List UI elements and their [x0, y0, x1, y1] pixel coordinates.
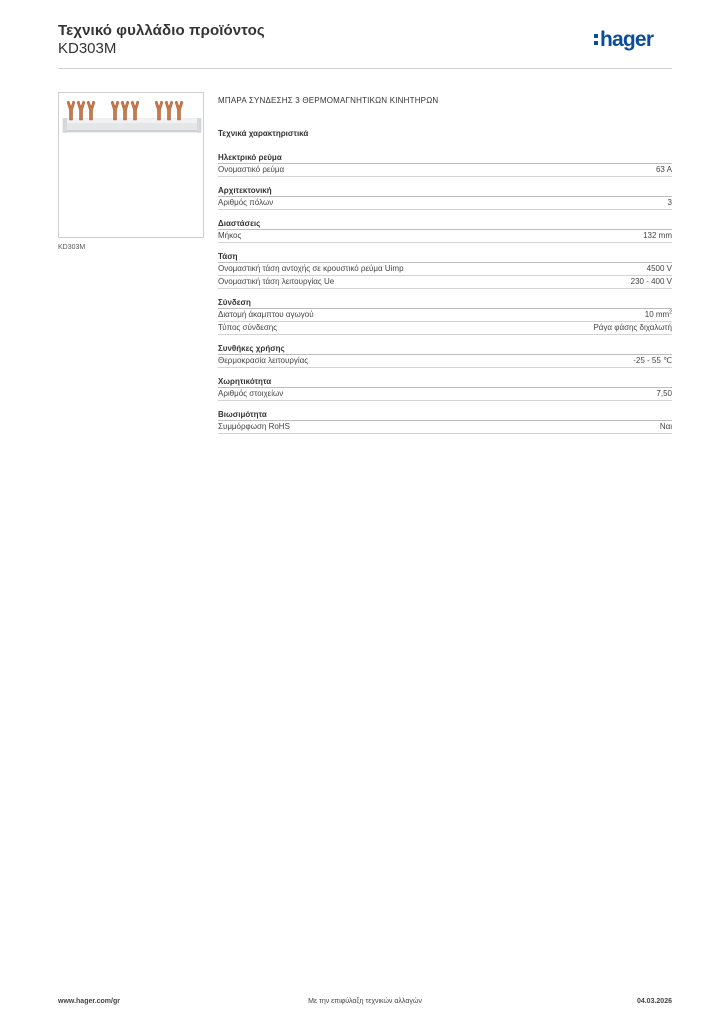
- fork-terminal: [121, 101, 129, 120]
- spec-label: Ονομαστική τάση αντοχής σε κρουστικό ρεύμα Uimp: [218, 264, 404, 273]
- spec-value: 4500 V: [646, 264, 672, 273]
- logo-text: hager: [600, 28, 654, 51]
- product-code: KD303M: [58, 40, 117, 57]
- spec-value: 3: [667, 198, 672, 207]
- spec-row: [218, 164, 672, 177]
- spec-row: [218, 309, 672, 322]
- spec-row: [218, 355, 672, 368]
- fork-terminal: [175, 101, 183, 120]
- spec-value: Ράγα φάσης διχαλωτή: [593, 323, 672, 332]
- spec-row: [218, 322, 672, 335]
- spec-label: Θερμοκρασία λειτουργίας: [218, 356, 309, 365]
- spec-section: [218, 410, 672, 434]
- spec-row: [218, 230, 672, 243]
- hager-logo: [594, 29, 653, 50]
- footer-url[interactable]: www.hager.com/gr: [58, 998, 120, 1005]
- image-caption: KD303M: [58, 244, 86, 251]
- section-title: Διαστάσεις: [218, 219, 672, 230]
- fork-terminal: [111, 101, 119, 120]
- busbar-image-icon: [59, 93, 204, 238]
- section-title: Αρχιτεκτονική: [218, 186, 672, 197]
- spec-label: Ονομαστικό ρεύμα: [218, 165, 285, 174]
- fork-terminal: [165, 101, 173, 120]
- footer-note: Με την επιφύλαξη τεχνικών αλλαγών: [308, 998, 422, 1005]
- spec-label: Μήκος: [218, 231, 242, 240]
- spec-label: Διατομή άκαμπτου αγωγού: [218, 310, 314, 319]
- section-title: Τάση: [218, 252, 672, 263]
- spec-value: Ναι: [659, 422, 672, 431]
- spec-row: [218, 197, 672, 210]
- spec-value-text: 10 mm: [644, 310, 670, 319]
- header-divider: [58, 68, 672, 69]
- spec-section: [218, 377, 672, 401]
- spec-value: 132 mm: [643, 231, 672, 240]
- spec-value: -25 - 55 ℃: [633, 356, 672, 365]
- tech-characteristics-title: Τεχνικά χαρακτηριστικά: [218, 129, 309, 138]
- spec-label: Ονομαστική τάση λειτουργίας Ue: [218, 277, 335, 286]
- spec-label: Αριθμός στοιχείων: [218, 389, 284, 398]
- section-title: Συνθήκες χρήσης: [218, 344, 672, 355]
- spec-value: [645, 309, 672, 321]
- section-title: Ηλεκτρικό ρεύμα: [218, 153, 672, 164]
- section-title: Σύνδεση: [218, 298, 672, 309]
- spec-section: [218, 186, 672, 210]
- spec-row: [218, 421, 672, 434]
- section-title: Βιωσιμότητα: [218, 410, 672, 421]
- logo-dots-icon: [594, 34, 598, 45]
- spec-row: [218, 388, 672, 401]
- spec-section: [218, 153, 672, 177]
- product-name: ΜΠΑΡΑ ΣΥΝΔΕΣΗΣ 3 ΘΕΡΜΟΜΑΓΝΗΤΙΚΩΝ ΚΙΝΗΤΗΡΩΝ: [218, 96, 439, 105]
- fork-terminal: [155, 101, 163, 120]
- spec-row: [218, 263, 672, 276]
- spec-label: Τύπος σύνδεσης: [218, 323, 278, 332]
- spec-value: 230 - 400 V: [630, 277, 672, 286]
- spec-label: Συμμόρφωση RoHS: [218, 422, 290, 431]
- spec-section: [218, 344, 672, 368]
- fork-terminal: [77, 101, 85, 120]
- spec-row: [218, 276, 672, 289]
- fork-terminal: [67, 101, 75, 120]
- spec-label: Αριθμός πόλων: [218, 198, 274, 207]
- spec-section: [218, 252, 672, 289]
- page-title: Τεχνικό φυλλάδιο προϊόντος: [58, 22, 265, 39]
- section-title: Χωρητικότητα: [218, 377, 672, 388]
- fork-terminal: [131, 101, 139, 120]
- spec-section: [218, 219, 672, 243]
- product-image: [58, 92, 204, 238]
- spec-content: [218, 96, 672, 443]
- fork-terminal: [87, 101, 95, 120]
- spec-value-superscript: 2: [669, 309, 672, 316]
- page-footer: [58, 998, 672, 1010]
- spec-value: 7,50: [656, 389, 672, 398]
- spec-section: [218, 298, 672, 335]
- footer-date: 04.03.2026: [636, 998, 672, 1005]
- spec-value: 63 A: [655, 165, 672, 174]
